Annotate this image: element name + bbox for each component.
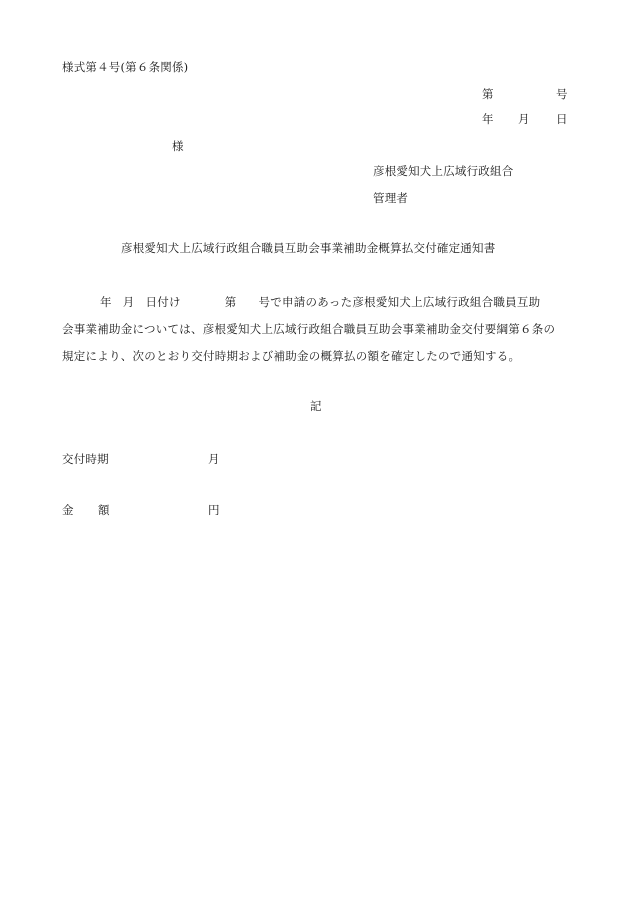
sender-title: 管理者 xyxy=(373,191,409,205)
sender-organization: 彦根愛知犬上広域行政組合 xyxy=(373,164,514,178)
body-month: 月 xyxy=(122,295,135,309)
document-title: 彦根愛知犬上広域行政組合職員互助会事業補助金概算払交付確定通知書 xyxy=(121,241,496,255)
period-unit: 月 xyxy=(208,452,220,466)
amount-label-1: 金 xyxy=(62,503,74,517)
body-year: 年 xyxy=(100,295,112,309)
body-line-2: 会事業補助金については、彦根愛知犬上広域行政組合職員互助会事業補助金交付要綱第６条の xyxy=(62,322,556,336)
doc-number-suffix: 号 xyxy=(556,87,568,101)
form-number: 様式第４号(第６条関係) xyxy=(62,60,189,74)
amount-unit: 円 xyxy=(208,503,220,517)
body-day-dated: 日付け xyxy=(145,295,181,309)
amount-label-2: 額 xyxy=(98,503,110,517)
date-month: 月 xyxy=(518,112,530,126)
body-line-3: 規定により、次のとおり交付時期および補助金の概算払の額を確定したので通知する。 xyxy=(62,349,521,363)
body-no-prefix: 第 xyxy=(224,295,237,309)
body-line-1-text: 号で申請のあった彦根愛知犬上広域行政組合職員互助 xyxy=(258,295,541,309)
doc-number-prefix: 第 xyxy=(482,87,494,101)
ki-label: 記 xyxy=(310,399,322,413)
body-paragraph xyxy=(62,289,582,370)
date-year: 年 xyxy=(482,112,494,126)
body-line-1 xyxy=(62,289,582,316)
period-label: 交付時期 xyxy=(62,452,109,466)
addressee-honorific: 様 xyxy=(172,139,184,153)
date-day: 日 xyxy=(556,112,568,126)
